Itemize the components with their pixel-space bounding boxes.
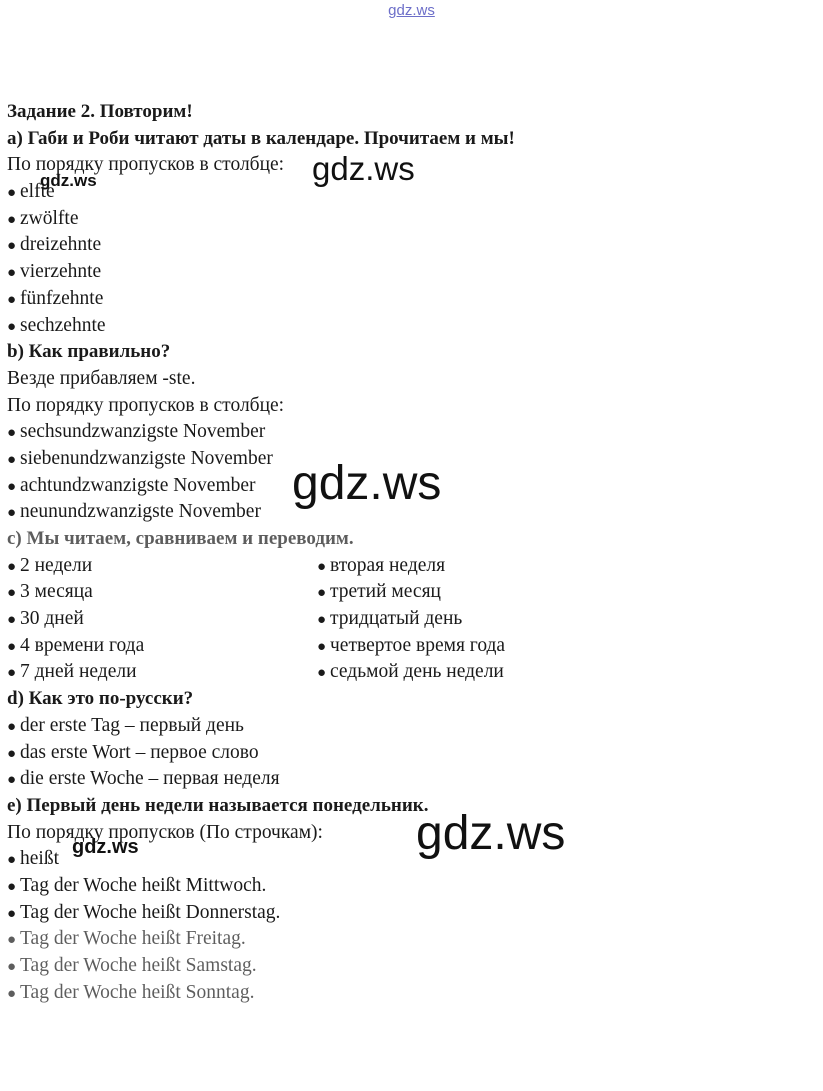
bullet-icon: ● (7, 638, 17, 655)
compare-row: ● 2 недели ● вторая неделя (7, 553, 807, 580)
bullet-icon: ● (7, 852, 17, 869)
section-e-intro: По порядку пропусков (По строчкам): (7, 821, 323, 843)
site-link[interactable]: gdz.ws (388, 2, 435, 19)
list-item: ● sechsundzwanzigste November (7, 419, 807, 446)
section-a-intro: По порядку пропусков в столбце: (7, 154, 285, 176)
task-title: Задание 2. Повторим! (7, 101, 193, 122)
list-item: ● heißt (7, 846, 807, 873)
list-item: ● zwölfte (7, 206, 807, 233)
list-item: ● elfte (7, 179, 807, 206)
bullet-icon: ● (7, 211, 17, 228)
list-item: ● neunundzwanzigste November (7, 499, 807, 526)
list-item: ● Tag der Woche heißt Samstag. (7, 953, 807, 980)
compare-row: ● 30 дней ● тридцатый день (7, 606, 807, 633)
watermark: gdz.ws (416, 807, 566, 860)
bullet-icon: ● (7, 318, 17, 335)
section-e-heading: e) Первый день недели называется понедельник. (7, 794, 429, 816)
section-a-heading: a) Габи и Роби читают даты в календаре. Прочитаем и мы! (7, 127, 515, 149)
bullet-icon: ● (7, 745, 17, 762)
bullet-icon: ● (7, 478, 17, 495)
bullet-icon: ● (7, 665, 17, 682)
bullet-icon: ● (7, 959, 17, 975)
compare-row: ● 7 дней недели ● седьмой день недели (7, 659, 807, 686)
bullet-icon: ● (7, 291, 17, 308)
bullet-icon: ● (317, 585, 327, 602)
watermark: gdz.ws (292, 457, 442, 510)
bullet-icon: ● (317, 558, 327, 575)
bullet-icon: ● (317, 638, 327, 655)
list-item: ● vierzehnte (7, 259, 807, 286)
list-item: ● die erste Woche – первая неделя (7, 766, 807, 793)
bullet-icon: ● (7, 505, 17, 522)
section-b-heading: b) Как правильно? (7, 341, 171, 363)
bullet-icon: ● (7, 558, 17, 575)
bullet-icon: ● (7, 878, 17, 895)
section-c-heading: c) Мы читаем, сравниваем и переводим. (7, 528, 354, 549)
bullet-icon: ● (7, 772, 17, 789)
bullet-icon: ● (7, 185, 17, 202)
list-item: ● Tag der Woche heißt Sonntag. (7, 980, 807, 1007)
list-item: ● fünfzehnte (7, 286, 807, 313)
compare-row: ● 3 месяца ● третий месяц (7, 579, 807, 606)
bullet-icon: ● (7, 985, 17, 1002)
watermark: gdz.ws (40, 171, 97, 190)
bullet-icon: ● (317, 665, 327, 682)
list-item: ● Tag der Woche heißt Mittwoch. (7, 873, 807, 900)
bullet-icon: ● (7, 932, 17, 949)
bullet-icon: ● (7, 718, 17, 735)
bullet-icon: ● (7, 905, 17, 922)
list-item: ● Tag der Woche heißt Freitag. (7, 926, 807, 953)
list-item: ● das erste Wort – первое слово (7, 740, 807, 767)
list-item: ● dreizehnte (7, 232, 807, 259)
bullet-icon: ● (7, 585, 17, 602)
bullet-icon: ● (317, 612, 327, 629)
compare-row: ● 4 времени года ● четвертое время года (7, 633, 807, 660)
section-b-intro: По порядку пропусков в столбце: (7, 394, 285, 416)
bullet-icon: ● (7, 451, 17, 468)
bullet-icon: ● (7, 612, 17, 629)
list-item: ● achtundzwanzigste November (7, 473, 807, 500)
section-d-heading: d) Как это по-русски? (7, 688, 194, 710)
task-document (7, 99, 807, 1006)
list-item: ● Tag der Woche heißt Donnerstag. (7, 900, 807, 927)
watermark: gdz.ws (72, 836, 139, 858)
list-item: ● sechzehnte (7, 313, 807, 340)
bullet-icon: ● (7, 265, 17, 282)
section-b-note: Везде прибавляем -ste. (7, 367, 196, 389)
list-item: ● siebenundzwanzigste November (7, 446, 807, 473)
list-item: ● der erste Tag – первый день (7, 713, 807, 740)
bullet-icon: ● (7, 425, 17, 442)
watermark: gdz.ws (312, 150, 415, 187)
bullet-icon: ● (7, 238, 17, 255)
